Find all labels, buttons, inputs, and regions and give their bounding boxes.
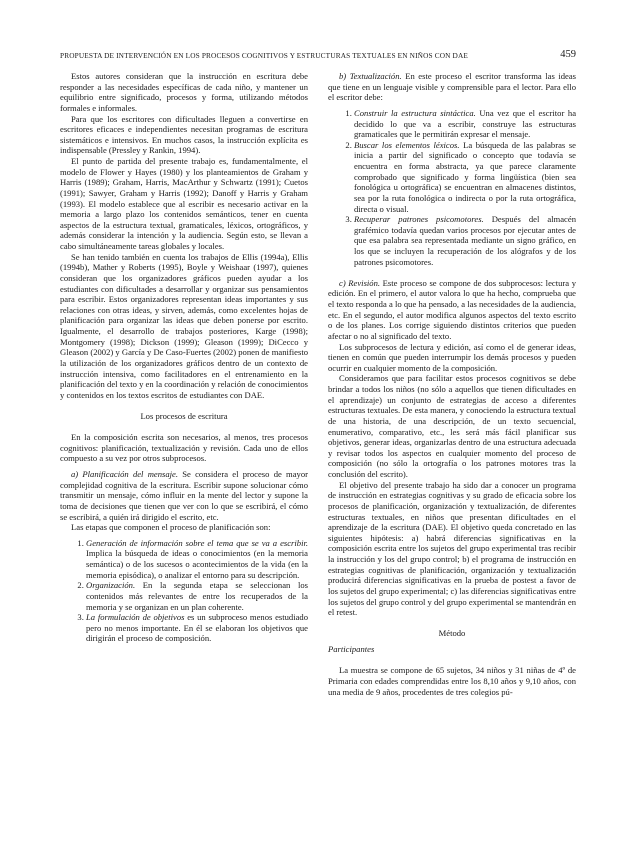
paragraph-text: Este proceso se compone de dos subprocesos: lectura y edición. En el primero, el autor valora lo que ha hecho, comprueba que el texto responda a lo que ha pensado, a las necesidades de la audiencia, etc. En el segundo, el autor modifica algunos aspectos del texto escrito o de los planes. Los corrige siguiendo distintos criterios que pueden afectar o no al significado del texto. xyxy=(328,277,576,341)
paragraph: El objetivo del presente trabajo ha sido dar a conocer un programa de instrucción en estrategias cognitivas y su grado de eficacia sobre los procesos de planificación, organización y textualización, de diferentes estructuras textuales, en niños que presentan dificultades en el aprendizaje de la escritura (DAE). El objetivo queda concretado en las siguientes hipótesis: a) habrá diferencias significativas en la composición escrita entre los sujetos del grupo experimental tras recibir la instrucción y los del grupo control; b) el programa de instrucción en estrategias cognitivas de planificación, organización y textualización producirá diferencias significativas en la prueba de postest a favor de los sujetos del grupo experimental; c) las diferencias significativas entre los sujetos del grupo control y del grupo experimental se mantendrán en el retest. xyxy=(328,479,576,618)
list-item-term: Recuperar patrones psicomotores. xyxy=(354,214,484,225)
list-item-text: Implica la búsqueda de ideas o conocimientos (en la memoria semántica) o de los sucesos o acontecimientos de la vida (en la memoria episódica), o analizar el entorno para su descripción. xyxy=(86,548,308,580)
running-title: PROPUESTA DE INTERVENCIÓN EN LOS PROCESOS COGNITIVOS Y ESTRUCTURAS TEXTUALES EN NIÑOS CON DAE xyxy=(60,51,468,60)
list-item-text: Después del almacén grafémico todavía quedan varios procesos por ejecutar antes de que esa palabra sea representada mediante un signo gráfico, en los que se incluyen la recuperación de los alógrafos y de los patrones psicomotores. xyxy=(354,214,576,267)
method-heading: Método xyxy=(438,628,466,639)
planning-stages-list xyxy=(60,538,308,644)
running-header xyxy=(60,51,576,65)
list-item xyxy=(86,612,308,644)
run-in-heading: b) Textualización. xyxy=(339,71,402,81)
list-item-text: La búsqueda de las palabras se inicia a partir del significado o concepto que todavía se encuentra en forma abstracta, ya que parece claramente comprobado que significado y forma lingüística (bien sea fonológica u ortográfica) se encuentran en almacenes distintos, sea por la ruta fonológica o indirecta o por la ruta ortográfica, directa o visual. xyxy=(354,139,576,214)
left-column xyxy=(60,71,308,644)
paragraph: En la composición escrita son necesarios, al menos, tres procesos cognitivos: planificación, textualización y revisión. Cada uno de ellos compuesto a su vez por otros subprocesos. xyxy=(60,432,308,464)
list-item-term: Generación de información sobre el tema que se va a escribir. xyxy=(86,537,308,548)
list-item-term: Buscar los elementos léxicos. xyxy=(354,139,460,150)
subsection-heading-text: Participantes xyxy=(328,644,375,655)
paragraph: Se han tenido también en cuenta los trabajos de Ellis (1994a), Ellis (1994b), Mather y Roberts (1995), Boyle y Weishaar (1997), quienes consideran que los organizadores gráficos pueden ayudar a los estudiantes con dificultades a desarrollar y organizar sus pensamientos para escribir. Estos organizadores representan ideas importantes y sus relaciones con otras ideas, y sirven, además, como excelentes hojas de planificación para organizar las ideas que deben ponerse por escrito. Igualmente, el desarrollo de trabajos posteriores, Karge (1998); Montgomery (1998); Dickson (1999); Gleason (1999); DiCecco y Gleason (2002) y García y De Caso-Fuertes (2002) ponen de manifiesto la utilización de los organizadores gráficos dentro de un contexto de instrucción intensiva, como facilitadores en el entrenamiento en la planificación del texto y en la coordinación y relación de conocimientos y contenidos en los textos escritos de estudiantes con DAE. xyxy=(60,251,308,400)
list-item xyxy=(354,108,576,140)
paragraph xyxy=(328,71,576,103)
paragraph: Consideramos que para facilitar estos procesos cognitivos se debe brindar a todos los niños (no sólo a aquellos que tienen dificultades en el aprendizaje) un conjunto de estrategias de acceso a diferentes estructuras textuales. De esta manera, y conociendo la estructura textual de una historia, de una descripción, de un texto secuencial, enumerativo, comparativo, etc., les será más fácil planificar sus objetivos, generar ideas, organizarlas dentro de una estructura adecuada y revisar todos los aspectos en cualquier momento del proceso de composición (no sólo la ortografía o los patrones motores tras la conclusión del escrito). xyxy=(328,373,576,480)
run-in-heading: c) Revisión. xyxy=(339,277,381,288)
list-item-text: Una vez que el escritor ha decidido lo que va a escribir, construye las estructuras gramaticales que le permitirán expresar el mensaje. xyxy=(354,107,577,140)
paragraph xyxy=(60,469,308,522)
list-item xyxy=(86,538,308,581)
list-item-term: Construir la estructura sintáctica. xyxy=(354,107,476,118)
subsection-heading xyxy=(328,644,576,655)
list-item xyxy=(354,214,576,267)
paragraph: Para que los escritores con dificultades lleguen a convertirse en escritores eficaces e independientes necesitan programas de escritura sistemáticos e intensivos. En muchos casos, la instrucción explícita es indispensable (Pressley y Rankin, 1994). xyxy=(60,113,308,156)
list-item xyxy=(354,140,576,214)
list-item-text: es un subproceso menos estudiado pero no menos importante. En él se elaboran los objetivos que dirigirán el proceso de composición. xyxy=(86,612,309,644)
paragraph xyxy=(328,278,576,342)
paragraph: La muestra se compone de 65 sujetos, 34 niños y 31 niñas de 4º de Primaria con edades comprendidas entre los 8,10 años y 9,10 años, con una media de 9 años, procedentes de tres colegios pú- xyxy=(328,665,576,697)
paragraph-text: En este proceso el escritor transforma las ideas que tiene en un lenguaje visible y comprensible para el lector. Para ello el escritor debe: xyxy=(328,71,577,103)
paragraph-text: Se considera el proceso de mayor complejidad cognitiva de la escritura. Escribir supone solucionar cómo transmitir un mensaje, cómo influir en la mente del lector y supone la toma de decisiones que tienen que ver con lo que se escribirá, el cómo se escribirá, a quién irá dirigido el escrito, etc. xyxy=(60,469,309,522)
run-in-heading: a) Planificación del mensaje. xyxy=(71,469,179,480)
list-item xyxy=(86,580,308,612)
paragraph: El punto de partida del presente trabajo es, fundamentalmente, el modelo de Flower y Hayes (1980) y los planteamientos de Graham y Harris (1989); Graham, Harris, MacArthur y Schwartz (1991); Cuetos (1991); Sawyer, Graham y Harris (1992); Danoff y Harris y Graham (1993). El modelo establece que al escribir es necesario activar en la memoria a largo plazo los contenidos semánticos, tener en cuenta aspectos de la estructura textual, gramaticales, léxicos, ortográficos, y además considerar la intención y la audiencia. Según esto, se llevan a cabo simultáneamente tareas globales y locales. xyxy=(60,156,308,251)
paragraph: Estos autores consideran que la instrucción en escritura debe responder a las necesidades específicas de cada niño, y mantener un equilibrio entre significado, procesos y forma, utilizando métodos formales e informales. xyxy=(60,71,308,113)
page-number: 459 xyxy=(560,49,576,60)
paragraph: Las etapas que componen el proceso de planificación son: xyxy=(71,522,271,533)
right-column xyxy=(328,71,576,697)
list-item-text: En la segunda etapa se seleccionan los contenidos más relevantes de entre los recuperados de la memoria y se organizan en un plan coherente. xyxy=(86,580,308,612)
textualization-list xyxy=(328,108,576,267)
list-item-term: Organización. xyxy=(86,580,136,591)
paragraph: Los subprocesos de lectura y edición, así como el de generar ideas, tienen en común que pueden interrumpir los demás procesos y pueden ocurrir en cualquier momento de la composición. xyxy=(328,341,576,373)
list-item-term: La formulación de objetivos xyxy=(86,612,185,623)
section-heading: Los procesos de escritura xyxy=(140,410,228,421)
